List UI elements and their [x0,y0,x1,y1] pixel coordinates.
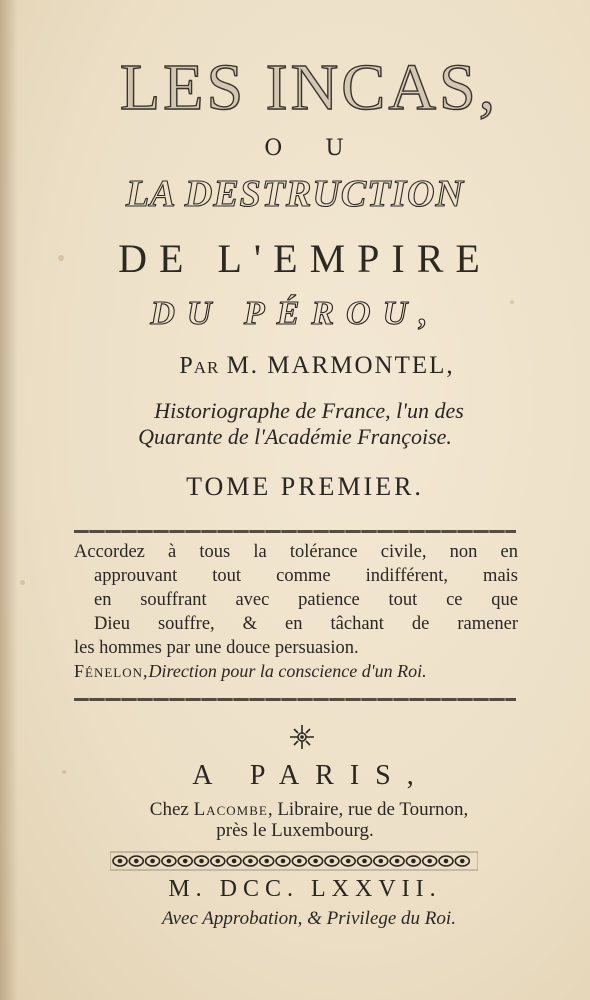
author-line [0,352,590,380]
attribution-work: Direction pour la conscience d'un Roi. [148,661,427,681]
attribution-author: Fénelon, [74,661,149,681]
imprint-city: A PARIS, [192,760,430,791]
imprint-publisher [0,799,590,821]
fleuron-ornament-icon [285,722,319,752]
divider-rule-bottom [74,698,516,701]
epigraph [74,540,518,660]
author-role-line-1: Historiographe de France, l'un des [154,398,464,423]
decorative-border-ornament-icon [110,850,478,872]
imprint-privilege: Avec Approbation, & Privilege du Roi. [162,908,456,929]
divider-rule-top [74,530,516,533]
book-title: LES INCAS, [119,51,499,124]
imprint-address: près le Luxembourg. [216,820,374,841]
author-role-line-2: Quarante de l'Académie Françoise. [138,424,452,449]
epigraph-line: les hommes par une douce persuasion. [74,638,359,658]
subtitle-line-3: DU PÉROU, [150,295,440,332]
epigraph-line: Dieu souffre, & en tâchant de ramener [94,614,518,634]
publisher-prefix: Chez [149,799,189,820]
title-conjunction: O U [264,136,362,161]
volume-label: TOME PREMIER. [186,472,424,501]
imprint-date: M. DCC. LXXVII. [168,876,442,902]
epigraph-line: en souffrant avec patience tout ce que [94,590,518,610]
author-name: M. MARMONTEL, [226,352,455,379]
subtitle-line-2: DE L'EMPIRE [118,236,492,281]
author-by: Par [179,353,220,379]
epigraph-line: approuvant tout comme indifférent, mais [94,566,518,586]
foxing-spot [20,580,25,585]
publisher-rest: , Libraire, rue de Tournon, [267,799,469,820]
publisher-name: Lacombe [193,799,268,820]
epigraph-attribution [74,661,524,682]
epigraph-line: Accordez à tous la tolérance civile, non en [74,542,518,562]
subtitle-line-1: LA DESTRUCTION [125,173,465,215]
